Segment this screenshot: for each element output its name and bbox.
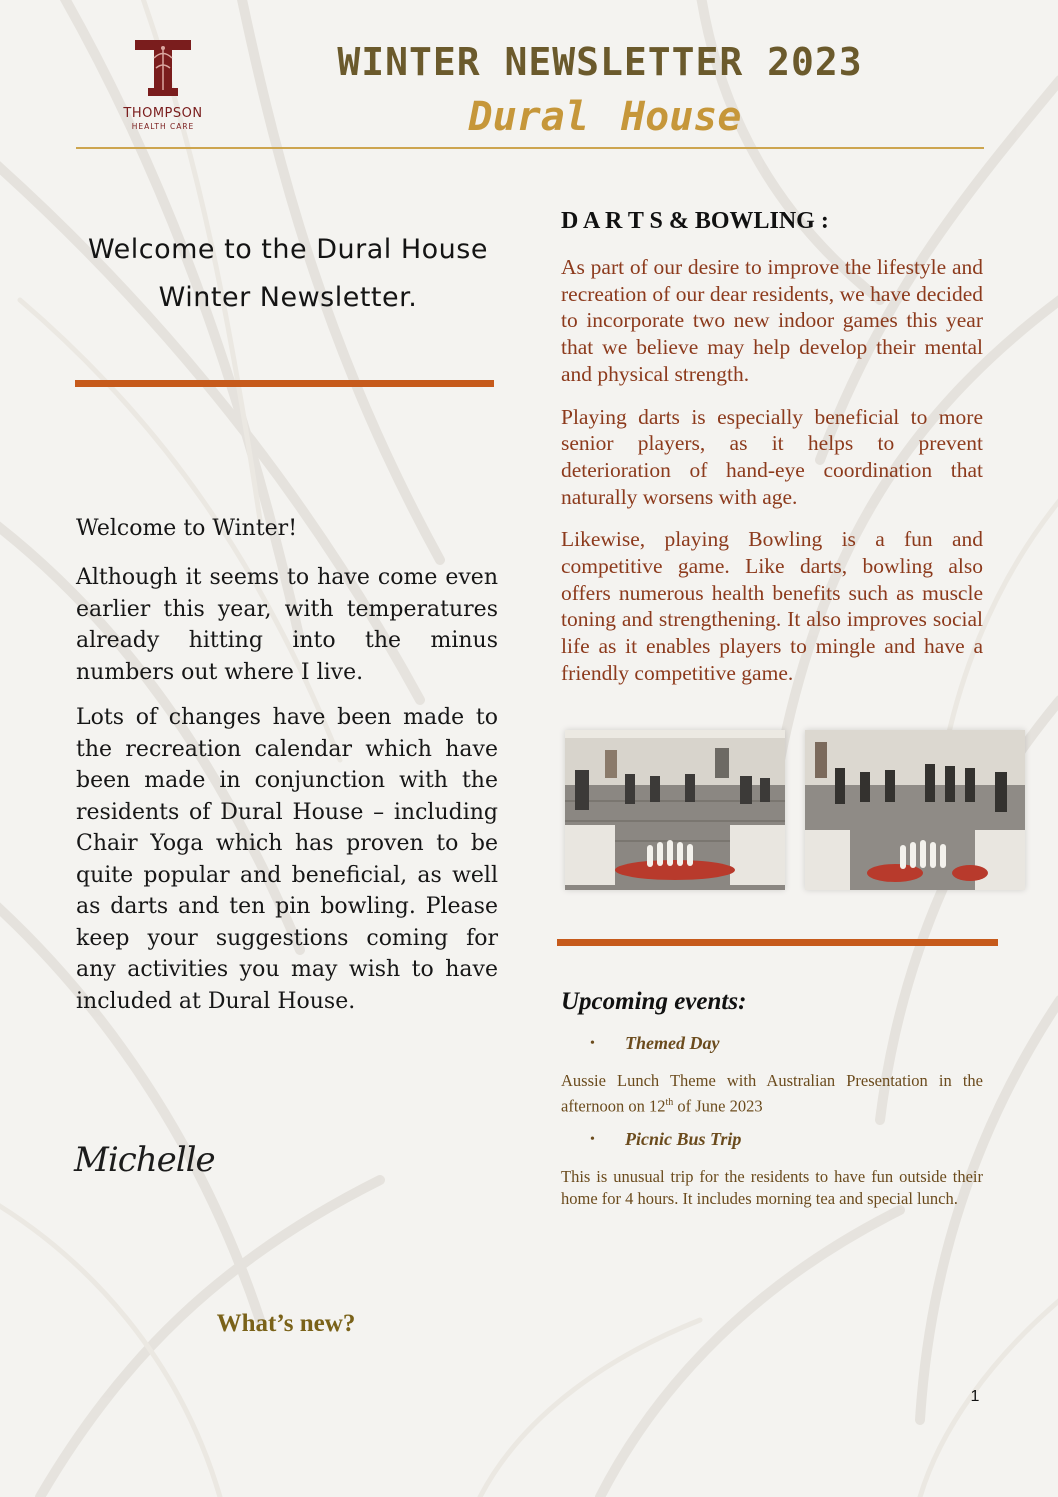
darts-paragraph-1: As part of our desire to improve the lifestyle and recreation of our dear residents, we have decided to incorporate two new indoor games this year that we believe may help develop their mental and physical strength. <box>561 255 983 386</box>
event-2-name: Picnic Bus Trip <box>625 1129 742 1149</box>
bowling-photo-2 <box>805 730 1025 890</box>
darts-paragraph-3: Likewise, playing Bowling is a fun and competitive game. Like darts, bowling also offers numerous health benefits such as muscle toning and strengthening. It also improves social life as it enables players to mingle and have a friendly competitive game. <box>561 527 983 685</box>
intro-body <box>76 562 498 1031</box>
newsletter-subtitle: Dural House <box>468 94 742 140</box>
right-divider-bar <box>557 939 998 946</box>
logo-name: THOMPSON <box>123 106 203 121</box>
darts-bowling-body <box>561 254 983 703</box>
header-divider <box>76 147 984 149</box>
event-1-description <box>561 1070 983 1118</box>
intro-paragraph-2: Lots of changes have been made to the recreation calendar which have been made in conjunction with the residents of Dural House – including Chair Yoga which has proven to be quite popular and beneficial, as well as darts and ten pin bowling. Please keep your suggestions coming for any activities you may wish to have included at Dural House. <box>76 705 498 1014</box>
event-1-name: Themed Day <box>625 1033 720 1053</box>
event-1-desc-superscript: th <box>665 1097 674 1108</box>
logo-subtitle: HEALTH CARE <box>131 122 195 131</box>
event-1-bullet: • <box>590 1036 595 1051</box>
darts-bowling-heading: D A R T S & BOWLING : <box>561 208 829 234</box>
signature: Michelle <box>74 1140 215 1180</box>
intro-paragraph-1: Although it seems to have come even earlier this year, with temperatures already hitting into the minus numbers out where I live. <box>76 565 498 685</box>
newsletter-title: WINTER NEWSLETTER 2023 <box>337 40 863 84</box>
bowling-photo-1 <box>565 730 785 890</box>
upcoming-events-heading: Upcoming events: <box>561 988 747 1015</box>
page-number: 1 <box>970 1388 980 1405</box>
greeting-text: Welcome to Winter! <box>76 516 298 541</box>
company-logo <box>112 38 214 134</box>
welcome-line-1: Welcome to the Dural House <box>88 234 488 265</box>
logo-t-emblem-icon <box>134 38 192 100</box>
left-divider-bar <box>75 380 494 387</box>
event-2-bullet: • <box>590 1132 595 1147</box>
whats-new-heading: What’s new? <box>216 1310 356 1337</box>
welcome-heading <box>76 226 500 322</box>
darts-paragraph-2: Playing darts is especially beneficial to more senior players, as it helps to prevent deterioration of hand-eye coordination that naturally worsens with age. <box>561 404 983 509</box>
event-1-desc-part-b: of June 2023 <box>673 1096 763 1116</box>
welcome-line-2: Winter Newsletter. <box>158 282 418 313</box>
event-2-description: This is unusual trip for the residents to have fun outside their home for 4 hours. It includes morning tea and special lunch. <box>561 1167 983 1208</box>
event-1-desc-part-a: Aussie Lunch Theme with Australian Presentation in the afternoon on 12 <box>561 1071 983 1116</box>
